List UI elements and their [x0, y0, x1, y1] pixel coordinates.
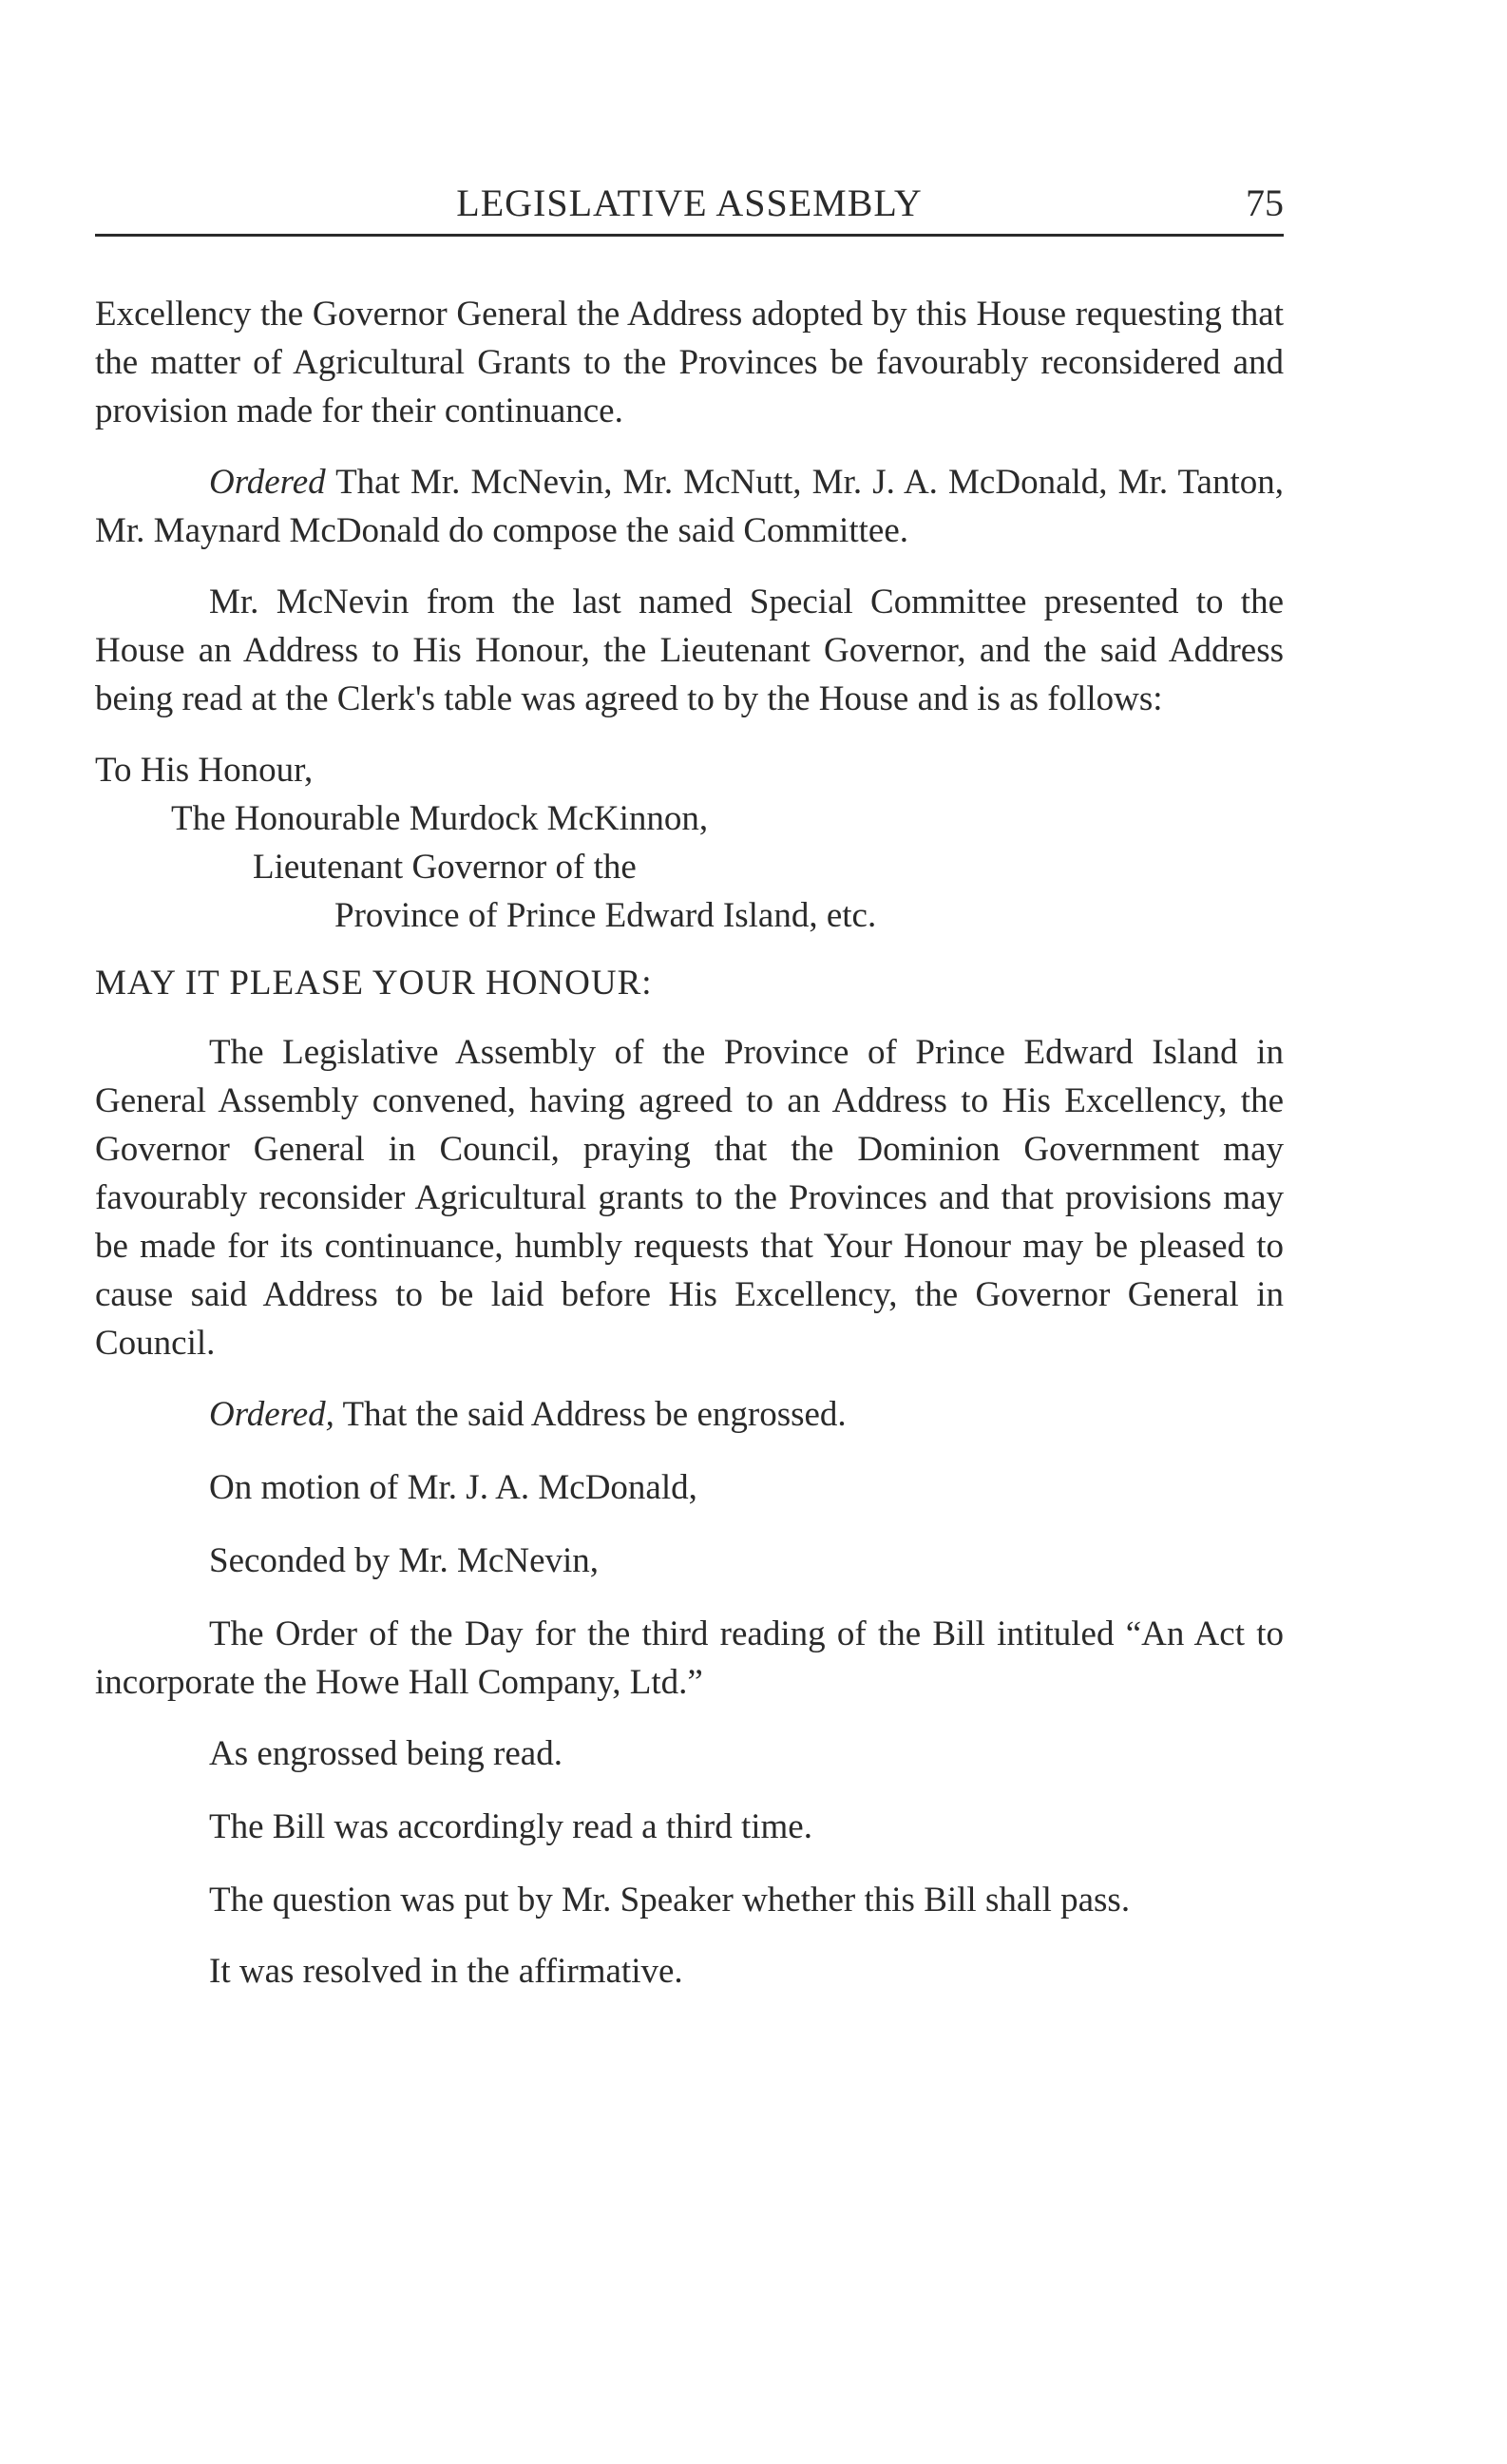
- ordered-label-2: Ordered,: [209, 1395, 334, 1434]
- address-line-3: Lieutenant Governor of the: [253, 848, 637, 887]
- page-body: [95, 290, 1284, 2020]
- order-of-day: The Order of the Day for the third reading of the Bill intituled “An Act to incorporate the Howe Hall Company, Ltd.”: [95, 1614, 1284, 1702]
- running-title: LEGISLATIVE ASSEMBLY: [456, 181, 923, 224]
- engrossed-reading: As engrossed being read.: [209, 1734, 563, 1773]
- address-recipient: [95, 746, 1284, 940]
- paragraph-committee-report: Mr. McNevin from the last named Special Committee presented to the House an Address to His Honour, the Lieutenant Governor, and the said Address being read at the Clerk's table was agreed to by the House and is as follows:: [95, 583, 1284, 718]
- petition-paragraph: The Legislative Assembly of the Province of Prince Edward Island in General Assembly convened, having agreed to an Address to His Excellency, the Governor General in Council, praying that the Dominion Government may favourably reconsider Agricultural grants to the Provinces and that provisions may be made for its continuance, humbly requests that Your Honour may be pleased to cause said Address to be laid before His Excellency, the Governor General in Council.: [95, 1033, 1284, 1363]
- speaker-question: The question was put by Mr. Speaker whether this Bill shall pass.: [209, 1881, 1131, 1920]
- ordered-label: Ordered: [209, 463, 326, 502]
- ordered-engrossed: [95, 1390, 1284, 1439]
- paragraph-committee-order: [95, 458, 1284, 555]
- motion-seconder: Seconded by Mr. McNevin,: [209, 1541, 600, 1580]
- resolution: It was resolved in the affirmative.: [209, 1952, 683, 1991]
- ordered-engrossed-text: That the said Address be engrossed.: [334, 1395, 847, 1434]
- salutation: MAY IT PLEASE YOUR HONOUR:: [95, 964, 653, 1003]
- third-reading: The Bill was accordingly read a third time.: [209, 1807, 812, 1846]
- page-header: [95, 177, 1284, 237]
- committee-members-text: That Mr. McNevin, Mr. McNutt, Mr. J. A. McDonald, Mr. Tanton, Mr. Maynard McDonald do compose the said Committee.: [95, 463, 1284, 550]
- motion-mover: On motion of Mr. J. A. McDonald,: [209, 1468, 697, 1507]
- paragraph-continuation: Excellency the Governor General the Address adopted by this House requesting that the matter of Agricultural Grants to the Provinces be favourably reconsidered and provision made for their continuance.: [95, 295, 1284, 430]
- page-number: 75: [1246, 181, 1284, 224]
- address-line-4: Province of Prince Edward Island, etc.: [334, 896, 877, 935]
- address-line-2: The Honourable Murdock McKinnon,: [171, 799, 709, 838]
- address-line-1: To His Honour,: [95, 751, 314, 790]
